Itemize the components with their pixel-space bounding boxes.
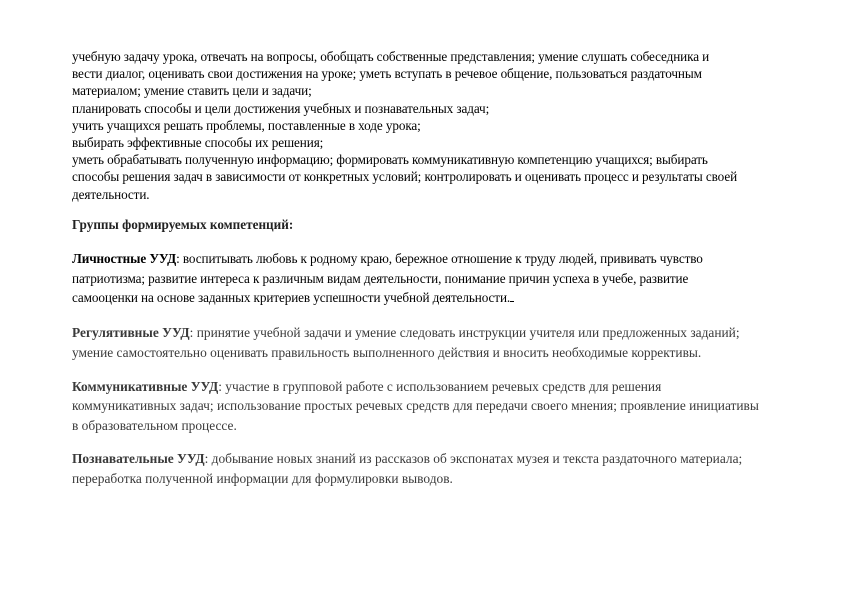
paragraph-line [72, 323, 792, 342]
regulyativnye-term: Регулятивные УУД [72, 325, 190, 341]
intro-line: учить учащихся решать проблемы, поставленные в ходе урока; [72, 117, 421, 133]
lichnostnye-text: : воспитывать любовь к родному краю, бережное отношение к труду людей, прививать чувство [176, 250, 703, 266]
poznavatelnye-text: : добывание новых знаний из рассказов об экспонатах музея и текста раздаточного материала; [204, 451, 743, 467]
paragraph-line [72, 449, 792, 468]
intro-line: выбирать эффективные способы их решения; [72, 135, 324, 151]
intro-paragraph [72, 48, 792, 203]
kommunikativnye-paragraph [72, 377, 792, 435]
regulyativnye-text: : принятие учебной задачи и умение следовать инструкции учителя или предложенных заданий; [189, 325, 740, 341]
intro-line: учебную задачу урока, отвечать на вопросы, обобщать собственные представления; умение слушать собеседника и [72, 49, 710, 64]
kommunikativnye-text: : участие в групповой работе с использованием речевых средств для решения [218, 379, 662, 395]
paragraph-line: переработка полученной информации для формулировки выводов. [72, 470, 453, 486]
intro-line: деятельности. [72, 186, 150, 202]
kommunikativnye-term: Коммуникативные УУД [72, 379, 219, 395]
section-heading: Группы формируемых компетенций: [72, 216, 294, 232]
text-cursor-mark [510, 290, 514, 302]
paragraph-line [72, 288, 792, 308]
lichnostnye-paragraph [72, 249, 792, 308]
intro-line: вести диалог, оценивать свои достижения на уроке; уметь вступать в речевое общение, пользоваться раздаточным [72, 66, 702, 82]
paragraph-line: в образовательном процессе. [72, 417, 237, 433]
paragraph-line: коммуникативных задач; использование простых речевых средств для передачи своего мнения; проявление инициативы [72, 398, 759, 414]
poznavatelnye-paragraph [72, 449, 792, 488]
lichnostnye-text-end: самооценки на основе заданных критериев успешности учебной деятельности. [72, 290, 511, 306]
paragraph-line: умение самостоятельно оценивать правильность выполненного действия и вносить необходимые коррективы. [72, 344, 702, 360]
intro-line: планировать способы и цели достижения учебных и познавательных задач; [72, 100, 490, 116]
paragraph-line [72, 377, 792, 396]
poznavatelnye-term: Познавательные УУД [72, 451, 205, 467]
intro-line: уметь обрабатывать полученную информацию; формировать коммуникативную компетенцию учащихся; выбирать [72, 152, 708, 168]
intro-line: материалом; умение ставить цели и задачи; [72, 83, 312, 99]
paragraph-line: патриотизма; развитие интереса к различным видам деятельности, понимание причин успеха в учебе, развитие [72, 270, 689, 286]
intro-line: способы решения задач в зависимости от конкретных условий; контролировать и оценивать процесс и результаты своей [72, 169, 738, 185]
document-page [72, 48, 792, 488]
regulyativnye-paragraph [72, 323, 792, 362]
paragraph-line [72, 249, 792, 269]
lichnostnye-term: Личностные УУД [72, 250, 177, 266]
